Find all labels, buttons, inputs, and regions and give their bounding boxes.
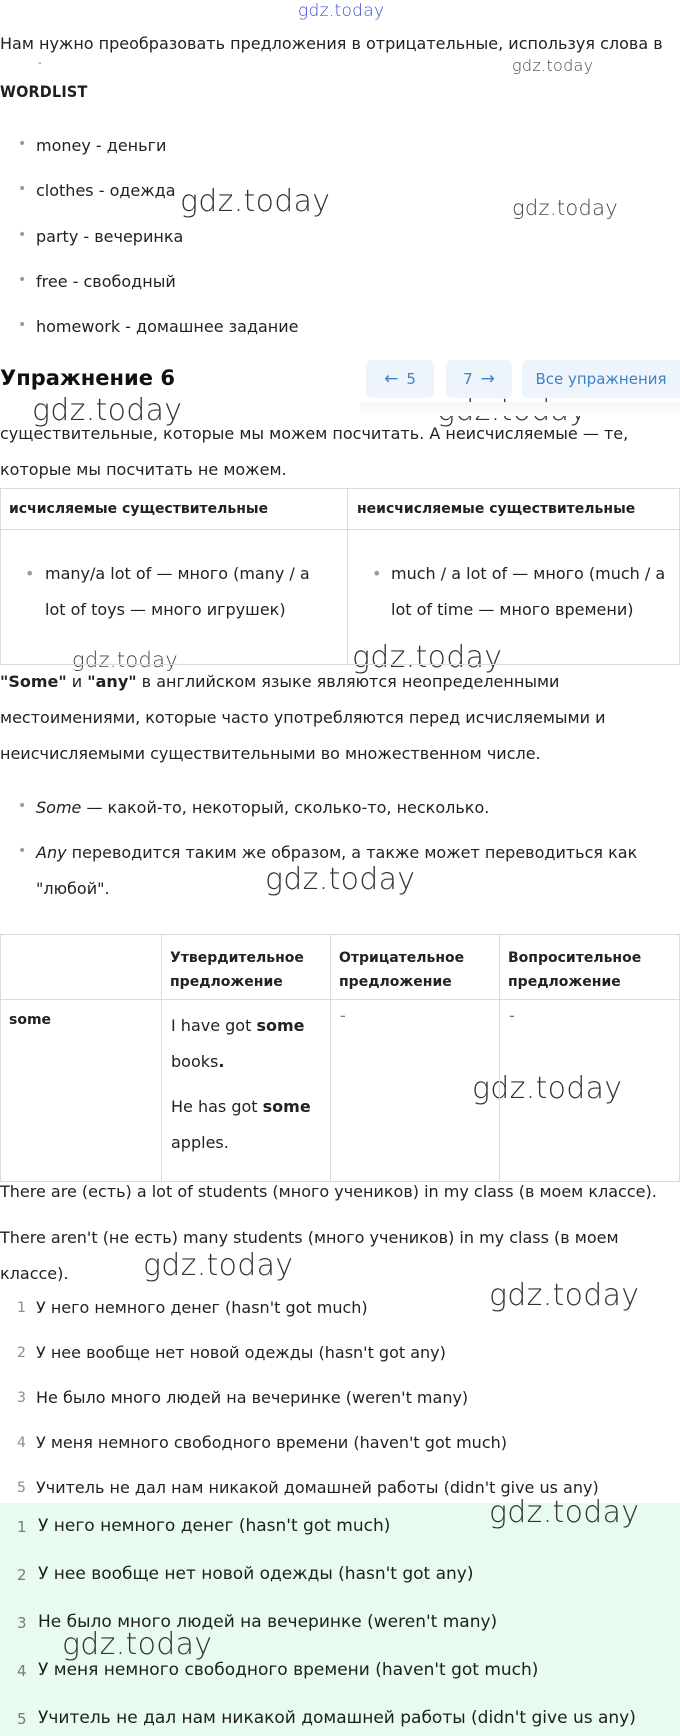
list-item: У меня немного свободного времени (haven't got much) xyxy=(38,1660,539,1680)
item-number: 5 xyxy=(17,1710,27,1728)
list-item: Не было много людей на вечеринке (weren't many) xyxy=(38,1612,498,1632)
item-number: 5 xyxy=(17,1480,26,1496)
answer-highlight-box xyxy=(0,1503,680,1736)
item-number: 1 xyxy=(17,1300,26,1316)
arrow-left-icon: ← xyxy=(384,369,399,389)
table-header: Отрицательное предложение xyxy=(331,935,500,1000)
watermark: gdz.today xyxy=(298,1,385,21)
cell-line: apples. xyxy=(171,1133,229,1152)
list-item: • money - деньги xyxy=(36,136,166,155)
list-item: У нее вообще нет новой одежды (hasn't got any) xyxy=(38,1564,474,1584)
watermark: gdz.today xyxy=(62,1627,213,1662)
cell-line: I have got some xyxy=(171,1016,305,1035)
list-item: У меня немного свободного времени (haven't got much) xyxy=(36,1433,507,1452)
item-number: 1 xyxy=(17,1518,27,1536)
table-cell: - xyxy=(331,1000,500,1182)
some-any-rest: в английском языке являются неопределенными xyxy=(136,672,560,691)
row-label: some xyxy=(1,1000,162,1182)
table-header: Утвердительное предложение xyxy=(162,935,331,1000)
table-cell xyxy=(1,530,348,665)
example-text: There are (есть) a lot of students (много учеников) in my class (в моем классе). xyxy=(0,1182,657,1201)
table-cell xyxy=(162,1000,331,1182)
some-table xyxy=(0,934,680,1182)
any-term: "any" xyxy=(87,672,137,691)
watermark: gdz.today xyxy=(489,1278,640,1313)
item-number: 2 xyxy=(17,1345,26,1361)
watermark: gdz.today xyxy=(143,1248,294,1283)
watermark: gdz.today xyxy=(489,1495,640,1530)
cell-line: He has got some xyxy=(171,1097,311,1116)
list-item: Учитель не дал нам никакой домашней работы (didn't give us any) xyxy=(38,1708,636,1728)
watermark: gdz.today xyxy=(32,393,183,428)
bullet-text: переводится таким же образом, а также может переводиться как xyxy=(66,843,638,862)
list-item: У нее вообще нет новой одежды (hasn't got any) xyxy=(36,1343,446,1362)
watermark: gdz.today xyxy=(472,1071,623,1106)
list-item: • party - вечеринка xyxy=(36,227,183,246)
prev-exercise-label: 5 xyxy=(406,370,416,388)
cell-line: lot of toys — много игрушек) xyxy=(45,600,286,619)
item-number: 3 xyxy=(17,1614,27,1632)
list-item: Учитель не дал нам никакой домашней работы (didn't give us any) xyxy=(36,1478,599,1497)
example-text: There aren't (не есть) many students (много учеников) in my class (в моем xyxy=(0,1228,619,1247)
list-item: У него немного денег (hasn't got much) xyxy=(36,1298,368,1317)
list-item: • homework - домашнее задание xyxy=(36,317,299,336)
watermark: gdz.today xyxy=(512,196,619,220)
exercise-title: Упражнение 6 xyxy=(0,366,175,390)
watermark: gdz.today xyxy=(180,184,331,219)
cell-line: much / a lot of — много (much / a xyxy=(391,564,666,583)
bullet-text: "любой". xyxy=(36,879,110,898)
nav-shadow xyxy=(360,402,680,416)
watermark: gdz.today xyxy=(352,640,503,675)
cell-line: lot of time — много времени) xyxy=(391,600,634,619)
table-cell: - xyxy=(500,1000,680,1182)
watermark: gdz.today xyxy=(72,648,179,672)
table-header: исчисляемые существительные xyxy=(1,489,348,530)
list-item: У него немного денег (hasn't got much) xyxy=(38,1516,391,1536)
countable-text: которые мы посчитать не можем. xyxy=(0,460,287,479)
wordlist-title: WORDLIST xyxy=(0,82,88,101)
list-item xyxy=(36,798,489,817)
some-any-text: неисчисляемыми существительными во множественном числе. xyxy=(0,744,541,763)
list-item: • free - свободный xyxy=(36,272,176,291)
countable-text: существительные, которые мы можем посчитать. А неисчисляемые — те, xyxy=(0,424,629,443)
list-item: • clothes - одежда xyxy=(36,181,176,200)
cell-line: books. xyxy=(171,1052,225,1071)
list-item: Не было много людей на вечеринке (weren't many) xyxy=(36,1388,469,1407)
next-exercise-button[interactable] xyxy=(446,360,512,398)
all-exercises-button[interactable] xyxy=(522,360,680,398)
table-header xyxy=(1,935,162,1000)
intro-text: Нам нужно преобразовать предложения в отрицательные, используя слова в xyxy=(0,34,663,53)
some-any-text xyxy=(0,672,559,691)
table-header: Вопросительное предложение xyxy=(500,935,680,1000)
arrow-right-icon: → xyxy=(480,369,495,389)
table-header: неисчисляемые существительные xyxy=(348,489,680,530)
item-number: 4 xyxy=(17,1435,26,1451)
any-term: Any xyxy=(36,843,67,862)
prev-exercise-button[interactable] xyxy=(366,360,434,398)
table-cell xyxy=(348,530,680,665)
nouns-table xyxy=(0,488,680,665)
example-text: классе). xyxy=(0,1264,69,1283)
some-any-text: местоимениями, которые часто употребляются перед исчисляемыми и xyxy=(0,708,606,727)
bullet-icon: • xyxy=(372,564,382,583)
watermark: gdz.today xyxy=(512,56,594,75)
item-number: 2 xyxy=(17,1566,27,1584)
some-term: "Some" xyxy=(0,672,67,691)
watermark: gdz.today xyxy=(265,862,416,897)
bullet-icon: • xyxy=(25,564,35,583)
item-number: 3 xyxy=(17,1390,26,1406)
intro-text-fragment: - xyxy=(38,58,42,69)
and-word: и xyxy=(66,672,88,691)
next-exercise-label: 7 xyxy=(463,370,473,388)
list-item xyxy=(36,843,637,862)
item-number: 4 xyxy=(17,1662,27,1680)
some-term: Some xyxy=(36,798,82,817)
cell-line: many/a lot of — много (many / a xyxy=(45,564,310,583)
all-exercises-label: Все упражнения xyxy=(535,370,667,388)
bullet-text: — какой-то, некоторый, сколько-то, несколько. xyxy=(81,798,490,817)
